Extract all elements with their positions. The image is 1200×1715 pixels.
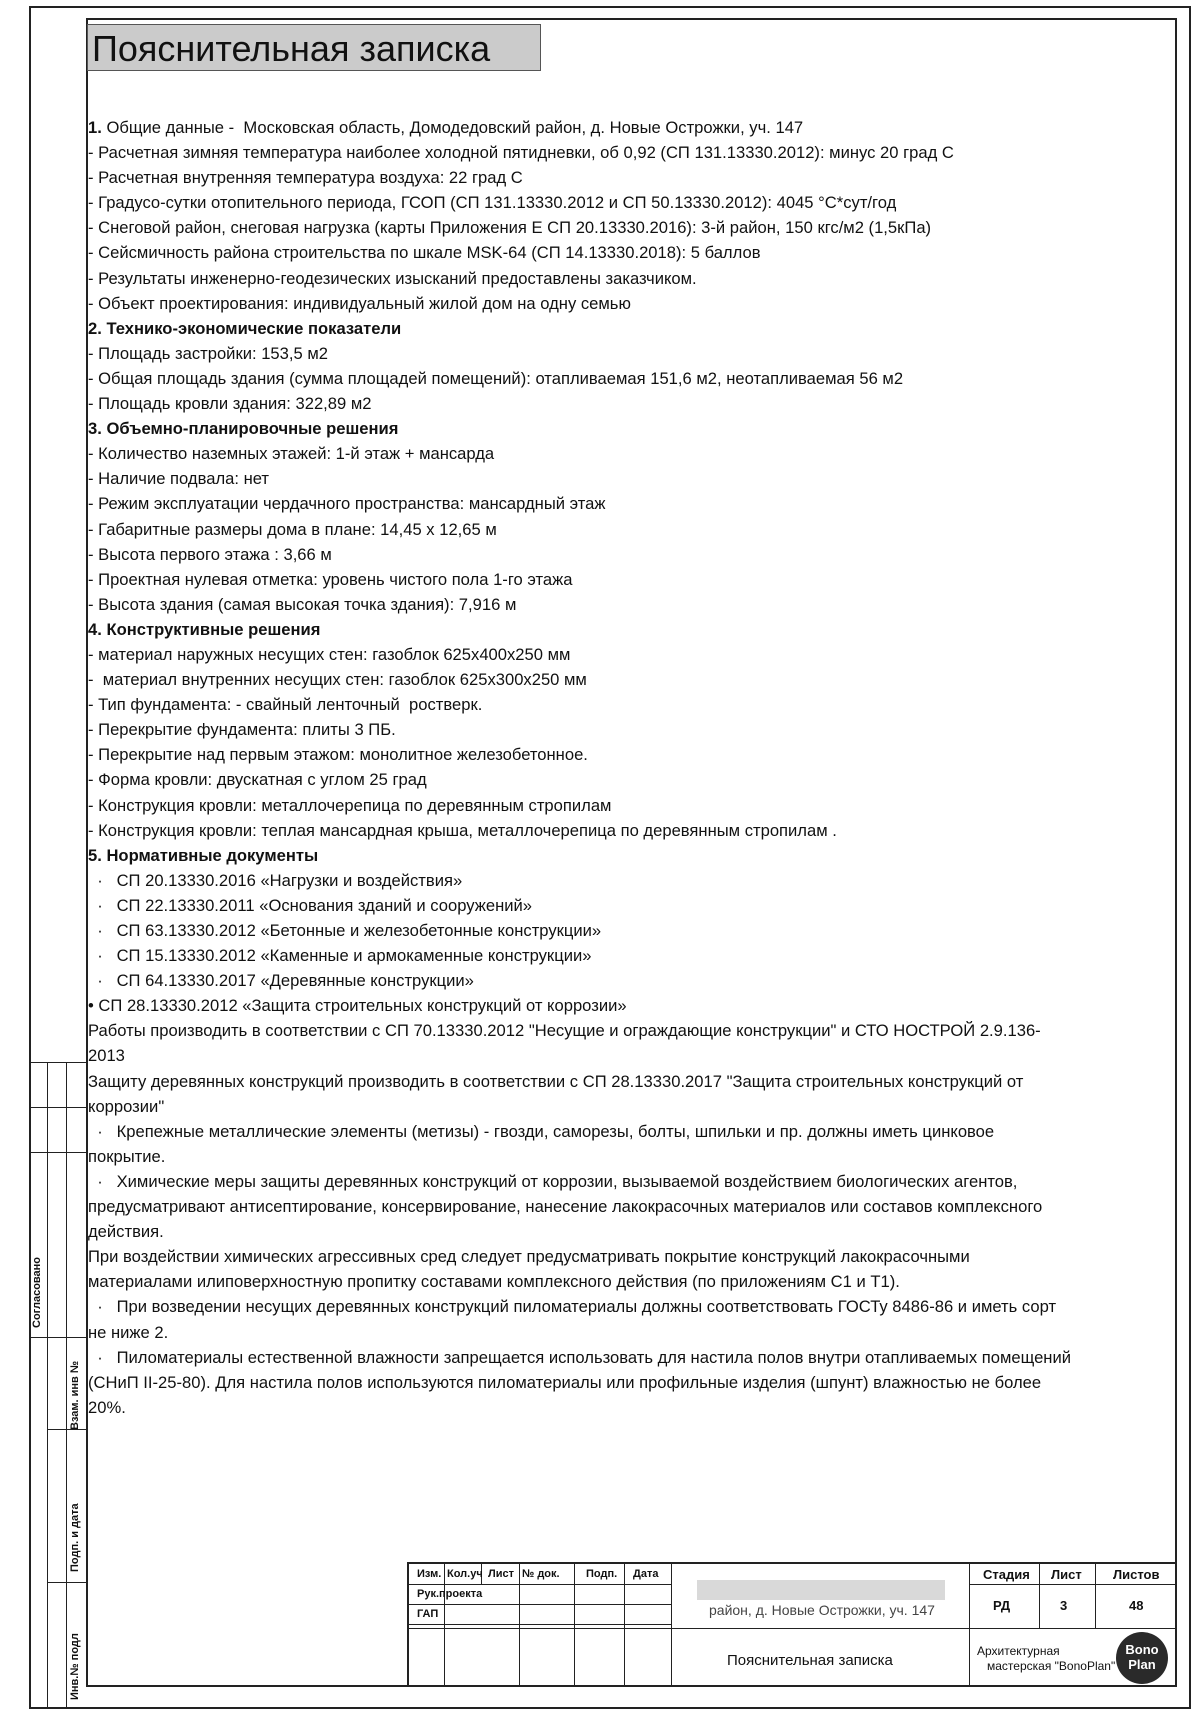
stamp-header-izm: Изм.	[417, 1568, 442, 1580]
line-text: · СП 20.13330.2016 «Нагрузки и воздействия»	[88, 870, 463, 890]
line-text: · СП 15.13330.2012 «Каменные и армокаменные конструкции»	[88, 946, 592, 966]
stamp-stage-label: Стадия	[983, 1567, 1030, 1582]
stamp-header-date: Дата	[633, 1568, 659, 1580]
text-line	[88, 1144, 1168, 1169]
text-line	[88, 140, 1168, 165]
line-text: предусматривают антисептирование, консервирование, нанесение лакокрасочных материалов или составов комплексного	[88, 1197, 1043, 1217]
text-line	[88, 240, 1168, 265]
line-text: 2013	[88, 1046, 125, 1066]
text-line	[88, 1269, 1168, 1294]
text-line	[88, 793, 1168, 818]
line-text: - Тип фундамента: - свайный ленточный ростверк.	[88, 695, 483, 715]
line-text: · СП 63.13330.2012 «Бетонные и железобетонные конструкции»	[88, 921, 602, 940]
podp-date-label: Подп. и дата	[69, 1503, 81, 1572]
text-line	[88, 667, 1168, 692]
stamp-stage: РД	[993, 1598, 1011, 1613]
line-text: - Габаритные размеры дома в плане: 14,45 х 12,65 м	[88, 519, 497, 539]
text-line	[88, 1395, 1168, 1420]
line-text: · Пиломатериалы естественной влажности запрещается использовать для настила полов внутри отапливаемых помещений	[88, 1347, 1072, 1367]
line-text: - Режим эксплуатации чердачного пространства: мансардный этаж	[88, 494, 606, 514]
line-text: - Общая площадь здания (сумма площадей помещений): отапливаемая 151,6 м2, неотапливаемая 56 м2	[88, 368, 904, 388]
page-title: Пояснительная записка	[87, 24, 541, 71]
text-line	[88, 742, 1168, 767]
text-line	[88, 391, 1168, 416]
text-line	[88, 1169, 1168, 1194]
section-heading: 4. Конструктивные решения	[88, 619, 321, 639]
line-text: - материал наружных несущих стен: газоблок 625х400х250 мм	[88, 644, 571, 664]
text-line	[88, 893, 1168, 918]
text-line	[88, 1219, 1168, 1244]
vzam-label: Взам. инв №	[69, 1360, 81, 1430]
line-text: · Химические меры защиты деревянных конструкций от коррозии, вызываемой воздействием биологических агентов,	[88, 1171, 1018, 1191]
stamp-sheets-label: Листов	[1113, 1567, 1160, 1582]
line-text: - Сейсмичность района строительства по шкале MSK-64 (СП 14.13330.2018): 5 баллов	[88, 243, 761, 263]
line-text: · При возведении несущих деревянных конструкций пиломатериалы должны соответствовать ГОСТу 8486-86 и иметь сорт	[88, 1297, 1057, 1317]
line-text: - Наличие подвала: нет	[88, 469, 270, 489]
stamp-doc-title: Пояснительная записка	[727, 1652, 893, 1669]
left-strip	[29, 1062, 86, 1709]
text-line	[88, 291, 1168, 316]
agreed-label: Согласовано	[31, 1256, 43, 1328]
line-text: - Площадь кровли здания: 322,89 м2	[88, 394, 372, 414]
stamp-header-list: Лист	[488, 1568, 514, 1580]
text-line	[88, 1370, 1168, 1395]
line-text: - Градусо-сутки отопительного периода, ГСОП (СП 131.13330.2012 и СП 50.13330.2012): 4045 °C*сут/год	[88, 193, 897, 213]
text-line	[88, 316, 1168, 341]
line-text: - Объект проектирования: индивидуальный жилой дом на одну семью	[88, 293, 631, 313]
stamp-sheets: 48	[1129, 1598, 1144, 1613]
section-heading: 2. Технико-экономические показатели	[88, 318, 402, 338]
text-line	[88, 642, 1168, 667]
line-text: - Площадь застройки: 153,5 м2	[88, 343, 328, 363]
line-text: · Крепежные металлические элементы (метизы) - гвозди, саморезы, болты, шпильки и пр. должны иметь цинковое	[88, 1121, 995, 1141]
text-line	[88, 416, 1168, 441]
text-line	[88, 466, 1168, 491]
text-line	[88, 868, 1168, 893]
stamp-sheet: 3	[1060, 1598, 1068, 1613]
line-text: - Конструкция кровли: металлочерепица по деревянным стропилам	[88, 795, 612, 815]
stamp-header-doc: № док.	[522, 1568, 560, 1580]
redacted-text	[697, 1580, 945, 1600]
section-heading: 5. Нормативные документы	[88, 845, 319, 865]
stamp-org-line2: мастерская "BonoPlan"	[987, 1659, 1116, 1673]
line-text: (СНиП II-25-80). Для настила полов используются пиломатериалы или профильные изделия (шпунт) влажностью не более	[88, 1372, 1042, 1392]
text-line	[88, 567, 1168, 592]
text-line	[88, 1119, 1168, 1144]
text-line	[88, 1018, 1168, 1043]
line-text: Защиту деревянных конструкций производить в соответствии с СП 28.13330.2017 "Защита строительных конструкций от	[88, 1071, 1024, 1091]
text-line	[88, 943, 1168, 968]
line-text: - Количество наземных этажей: 1-й этаж + мансарда	[88, 444, 495, 464]
text-line	[88, 1069, 1168, 1094]
line-text: - Высота здания (самая высокая точка здания): 7,916 м	[88, 594, 517, 614]
text-line	[88, 491, 1168, 516]
line-text: - Форма кровли: двускатная с углом 25 град	[88, 770, 427, 790]
text-line	[88, 441, 1168, 466]
logo-line1: Bono	[1125, 1642, 1159, 1657]
text-line	[88, 266, 1168, 291]
text-line	[88, 692, 1168, 717]
title-block	[407, 1562, 1177, 1687]
text-line	[88, 717, 1168, 742]
text-line	[88, 968, 1168, 993]
line-text: - Перекрытие фундамента: плиты 3 ПБ.	[88, 720, 396, 740]
line-text: 20%.	[88, 1397, 126, 1417]
text-line	[88, 818, 1168, 843]
text-line	[88, 341, 1168, 366]
line-text: · СП 22.13330.2011 «Основания зданий и сооружений»	[88, 895, 532, 915]
stamp-row-gap: ГАП	[417, 1608, 439, 1620]
section-heading: 3. Объемно-планировочные решения	[88, 419, 399, 439]
line-text: коррозии"	[88, 1096, 165, 1116]
stamp-header-kolvo: Кол.уч	[447, 1568, 483, 1580]
stamp-sheet-label: Лист	[1051, 1567, 1082, 1582]
text-line	[88, 366, 1168, 391]
line-text: - Перекрытие над первым этажом: монолитное железобетонное.	[88, 745, 588, 765]
line-text: не ниже 2.	[88, 1322, 169, 1342]
line-text: - Расчетная зимняя температура наиболее холодной пятидневки, об 0,92 (СП 131.13330.2012): минус 20 град С	[88, 143, 954, 163]
line-text: - Снеговой район, снеговая нагрузка (карты Приложения Е СП 20.13330.2016): 3-й район, 150 кгс/м2 (1,5кПа)	[88, 218, 932, 238]
line-text: - Результаты инженерно-геодезических изысканий предоставлены заказчиком.	[88, 268, 697, 288]
line-text: Работы производить в соответствии с СП 70.13330.2012 "Несущие и ограждающие конструкции" и СТО НОСТРОЙ 2.9.136-	[88, 1021, 1041, 1041]
text-line	[88, 115, 1168, 140]
text-line	[88, 843, 1168, 868]
line-text: - Расчетная внутренняя температура воздуха: 22 град С	[88, 168, 523, 188]
line-text: - Проектная нулевая отметка: уровень чистого пола 1-го этажа	[88, 569, 573, 589]
text-line	[88, 1043, 1168, 1068]
text-line	[88, 1294, 1168, 1319]
text-line	[88, 215, 1168, 240]
inv-podl-label: Инв.№ подл	[69, 1633, 81, 1700]
line-text: Общие данные - Московская область, Домодедовский район, д. Новые Острожки, уч. 147	[101, 118, 804, 137]
text-line	[88, 993, 1168, 1018]
text-line	[88, 767, 1168, 792]
line-text: - Высота первого этажа : 3,66 м	[88, 544, 332, 564]
logo-line2: Plan	[1128, 1657, 1156, 1672]
document-body	[88, 115, 1168, 1420]
text-line	[88, 1320, 1168, 1345]
stamp-row-head: Рук.проекта	[417, 1588, 483, 1600]
line-text: - Конструкция кровли: теплая мансардная крыша, металлочерепица по деревянным стропилам .	[88, 820, 837, 840]
text-line	[88, 542, 1168, 567]
text-line	[88, 1345, 1168, 1370]
text-line	[88, 190, 1168, 215]
stamp-org-line1: Архитектурная	[977, 1644, 1060, 1658]
stamp-address: район, д. Новые Острожки, уч. 147	[709, 1602, 935, 1618]
text-line	[88, 165, 1168, 190]
text-line	[88, 1194, 1168, 1219]
line-text: действия.	[88, 1222, 164, 1242]
line-text: • СП 28.13330.2012 «Защита строительных конструкций от коррозии»	[88, 996, 627, 1016]
text-line	[88, 617, 1168, 642]
stamp-header-podp: Подп.	[586, 1568, 618, 1580]
text-line	[88, 1244, 1168, 1269]
line-text: При воздействии химических агрессивных сред следует предусматривать покрытие конструкций лакокрасочными	[88, 1247, 970, 1267]
line-text: материалами илиповерхностную пропитку составами комплексного действия (по приложениям С1 и Т1).	[88, 1272, 900, 1292]
text-line	[88, 592, 1168, 617]
line-text: - материал внутренних несущих стен: газоблок 625х300х250 мм	[88, 670, 587, 690]
line-text: покрытие.	[88, 1146, 166, 1166]
text-line	[88, 918, 1168, 943]
text-line	[88, 1094, 1168, 1119]
text-line	[88, 517, 1168, 542]
section-number: 1.	[88, 118, 102, 137]
bonoplan-logo	[1116, 1632, 1168, 1684]
line-text: · СП 64.13330.2017 «Деревянные конструкции»	[88, 971, 474, 991]
